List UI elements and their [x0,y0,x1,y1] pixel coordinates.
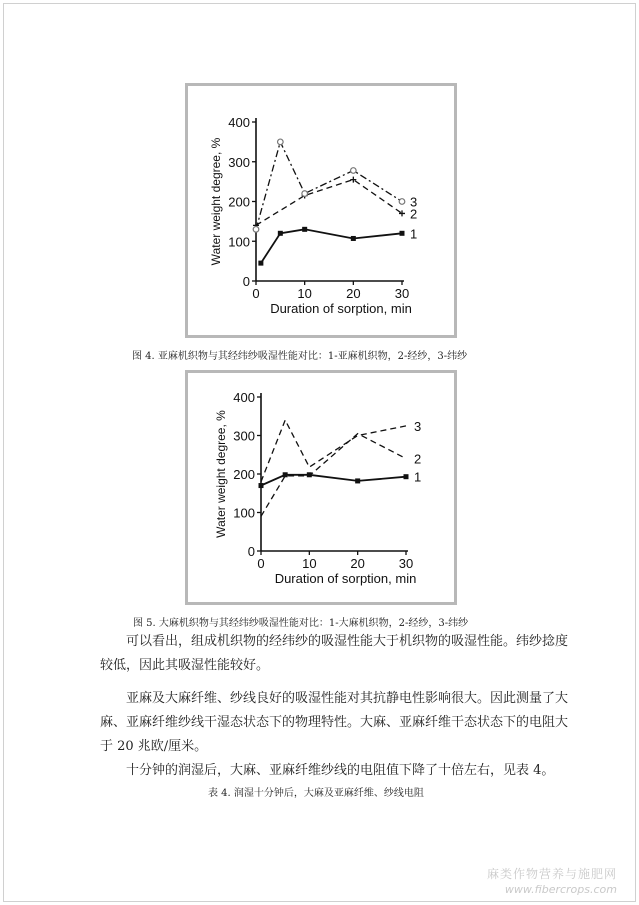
fig4-series-1-point-3 [351,236,356,241]
fig4-ytick-label-400: 400 [228,115,250,130]
watermark-url: www.fibercrops.com [504,883,617,896]
fig4-series-3-point-1 [278,139,284,145]
fig4-series-3-point-2 [302,191,308,197]
figure-5-chart [185,370,457,605]
fig5-ytick-label-200: 200 [233,467,255,482]
fig4-series-1-point-1 [278,231,283,236]
fig4-series-3-point-3 [351,168,357,174]
paragraph-3: 十分钟的润湿后，大麻、亚麻纤维纱线的电阻值下降了十倍左右，见表 4。 [126,763,555,778]
fig5-xtick-label-30: 30 [398,556,414,571]
fig5-ytick-label-300: 300 [233,428,255,444]
fig5-series-1-point-0 [259,483,264,488]
fig4-ytick-label-300: 300 [228,154,250,170]
fig4-series-3-line [256,142,402,229]
table-4-caption: 表 4. 润湿十分钟后，大麻及亚麻纤维、纱线电阻 [208,788,424,799]
figure-5-svg [188,373,454,602]
fig5-ytick-label-100: 100 [233,505,255,521]
fig5-series-1-point-1 [283,472,288,477]
fig4-series-1-point-4 [400,231,405,236]
fig4-ytick-label-100: 100 [228,234,250,250]
fig4-series-3-point-0 [253,227,259,233]
paragraph-1: 可以看出，组成机织物的经纬纱的吸湿性能大于机织物的吸湿性能。纬纱捻度较低，因此其吸湿性能较好。 [100,634,569,673]
figure-4-caption: 图 4. 亚麻机织物与其经纬纱吸湿性能对比：1-亚麻机织物，2-经纱，3-纬纱 [132,351,468,362]
fig4-x-axis-title: Duration of sorption, min [270,301,412,316]
site-watermark [487,867,617,897]
figure-4-svg [188,86,454,335]
figure-4-chart [185,83,457,338]
fig4-series-3-point-4 [399,199,405,205]
fig4-series-3-label: 3 [410,194,418,210]
fig4-xtick-label-0: 0 [252,286,260,301]
fig5-xtick-label-20: 20 [350,556,365,571]
fig4-xtick-label-10: 10 [297,286,312,301]
paragraph-2: 亚麻及大麻纤维、纱线良好的吸湿性能对其抗静电性影响很大。因此测量了大麻、亚麻纤维纱线干湿态状态下的物理特性。大麻、亚麻纤维干态状态下的电阻大于 20 兆欧/厘米。 [100,691,569,754]
fig5-series-2-label: 2 [414,451,422,467]
fig4-xtick-label-30: 30 [394,286,410,301]
fig4-ytick-label-200: 200 [228,194,250,210]
fig5-series-3-label: 3 [414,418,422,434]
fig4-series-2-label: 2 [410,206,418,222]
fig5-series-1-point-3 [355,478,360,483]
fig4-series-1-label: 1 [410,226,418,242]
fig4-series-2-line [256,180,402,226]
fig5-y-axis-title: Water weight degree, % [214,410,228,538]
fig4-y-axis-title: Water weight degree, % [209,137,223,266]
fig4-xtick-label-20: 20 [346,286,361,301]
watermark-title: 麻类作物营养与施肥网 [486,867,617,881]
fig5-xtick-label-0: 0 [257,556,265,571]
figure-5-caption: 图 5. 大麻机织物与其经纬纱吸湿性能对比：1-大麻机织物，2-经纱，3-纬纱 [133,618,469,629]
fig5-x-axis-title: Duration of sorption, min [274,571,417,586]
fig5-xtick-label-10: 10 [302,556,317,571]
fig4-series-1-point-2 [302,227,307,232]
fig5-ytick-label-0: 0 [247,544,255,559]
fig5-series-1-label: 1 [414,469,422,485]
fig4-series-1-point-0 [258,261,263,266]
fig4-ytick-label-0: 0 [242,274,250,289]
fig5-series-1-point-4 [404,474,409,479]
fig5-ytick-label-400: 400 [233,390,255,405]
